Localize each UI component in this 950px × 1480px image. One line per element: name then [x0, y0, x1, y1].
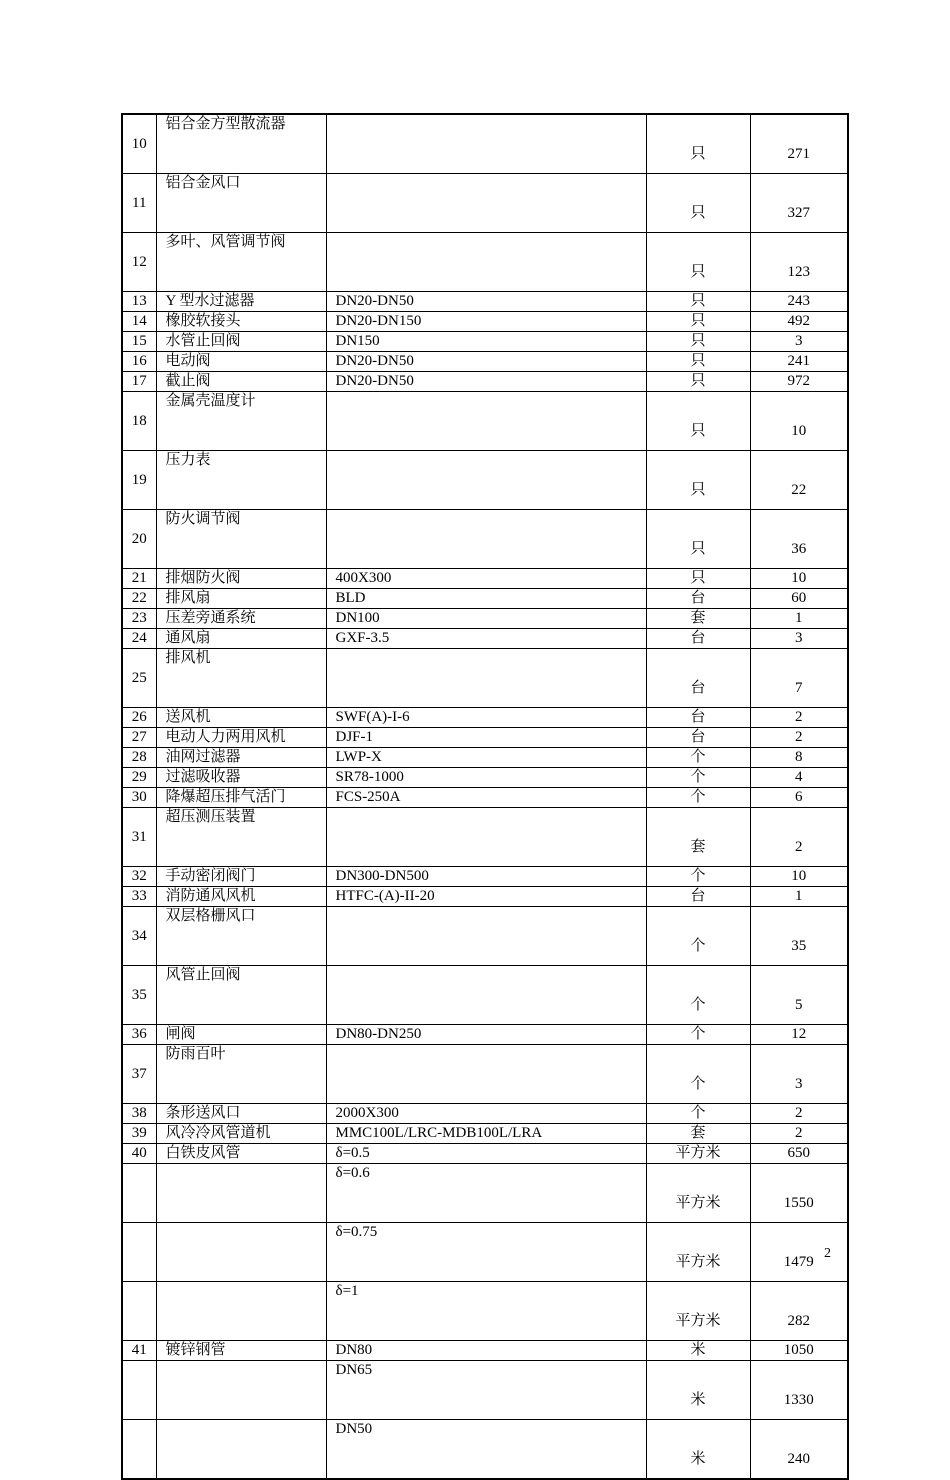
table-row	[122, 808, 848, 867]
table-row	[122, 312, 848, 332]
item-name-cell: 风管止回阀	[156, 966, 326, 1025]
table-row	[122, 233, 848, 292]
item-number-cell: 21	[122, 569, 156, 589]
spec-cell	[326, 233, 646, 292]
spec-cell: DN80	[326, 1341, 646, 1361]
item-number-cell: 13	[122, 292, 156, 312]
table-row	[122, 728, 848, 748]
table-row	[122, 1361, 848, 1420]
quantity-cell: 123	[750, 233, 848, 292]
table-row	[122, 332, 848, 352]
table-row	[122, 649, 848, 708]
page-number: 2	[824, 1246, 831, 1261]
unit-cell: 套	[646, 1124, 750, 1144]
spec-cell: DN20-DN50	[326, 372, 646, 392]
quantity-cell: 241	[750, 352, 848, 372]
item-name-cell: 防火调节阀	[156, 510, 326, 569]
item-number-cell: 11	[122, 174, 156, 233]
item-name-cell: 风冷冷风管道机	[156, 1124, 326, 1144]
unit-cell: 套	[646, 609, 750, 629]
unit-cell: 米	[646, 1361, 750, 1420]
item-number-cell: 28	[122, 748, 156, 768]
item-number-cell: 24	[122, 629, 156, 649]
quantity-cell: 35	[750, 907, 848, 966]
table-body	[122, 114, 848, 1479]
unit-cell: 个	[646, 748, 750, 768]
item-number-cell: 34	[122, 907, 156, 966]
unit-cell: 只	[646, 352, 750, 372]
table-row	[122, 451, 848, 510]
item-name-cell: 手动密闭阀门	[156, 867, 326, 887]
spec-cell	[326, 649, 646, 708]
unit-cell: 只	[646, 114, 750, 174]
quantity-cell: 650	[750, 1144, 848, 1164]
item-number-cell	[122, 1164, 156, 1223]
unit-cell: 只	[646, 312, 750, 332]
spec-cell: δ=0.5	[326, 1144, 646, 1164]
item-name-cell: 通风扇	[156, 629, 326, 649]
table-row	[122, 510, 848, 569]
spec-cell: DN50	[326, 1420, 646, 1480]
quantity-cell: 7	[750, 649, 848, 708]
quantity-cell: 5	[750, 966, 848, 1025]
spec-cell: DN300-DN500	[326, 867, 646, 887]
table-row	[122, 1124, 848, 1144]
item-number-cell: 18	[122, 392, 156, 451]
spec-cell	[326, 1045, 646, 1104]
quantity-cell: 2	[750, 808, 848, 867]
item-name-cell	[156, 1223, 326, 1282]
spec-cell: δ=0.6	[326, 1164, 646, 1223]
table-row	[122, 174, 848, 233]
item-number-cell	[122, 1282, 156, 1341]
item-name-cell: 闸阀	[156, 1025, 326, 1045]
unit-cell: 只	[646, 372, 750, 392]
item-name-cell: 排烟防火阀	[156, 569, 326, 589]
quantity-cell: 12	[750, 1025, 848, 1045]
spec-cell	[326, 907, 646, 966]
quantity-cell: 1479	[750, 1223, 848, 1282]
item-number-cell: 35	[122, 966, 156, 1025]
table-row	[122, 887, 848, 907]
item-number-cell: 20	[122, 510, 156, 569]
spec-cell: DN20-DN50	[326, 292, 646, 312]
item-number-cell: 41	[122, 1341, 156, 1361]
quantity-cell: 22	[750, 451, 848, 510]
item-name-cell: 双层格栅风口	[156, 907, 326, 966]
item-number-cell	[122, 1223, 156, 1282]
item-name-cell: 压力表	[156, 451, 326, 510]
item-name-cell	[156, 1164, 326, 1223]
quantity-cell: 972	[750, 372, 848, 392]
quantity-cell: 2	[750, 708, 848, 728]
item-name-cell: 排风机	[156, 649, 326, 708]
table-row	[122, 867, 848, 887]
quantity-cell: 271	[750, 114, 848, 174]
item-name-cell: 铝合金风口	[156, 174, 326, 233]
unit-cell: 只	[646, 451, 750, 510]
table-row	[122, 352, 848, 372]
spec-cell: DN20-DN150	[326, 312, 646, 332]
unit-cell: 个	[646, 768, 750, 788]
quantity-cell: 10	[750, 569, 848, 589]
spec-cell	[326, 114, 646, 174]
quantity-cell: 36	[750, 510, 848, 569]
quantity-cell: 3	[750, 1045, 848, 1104]
item-number-cell: 25	[122, 649, 156, 708]
item-name-cell: 镀锌钢管	[156, 1341, 326, 1361]
unit-cell: 平方米	[646, 1164, 750, 1223]
item-number-cell: 30	[122, 788, 156, 808]
item-number-cell: 33	[122, 887, 156, 907]
table-row	[122, 392, 848, 451]
item-number-cell: 16	[122, 352, 156, 372]
item-number-cell: 15	[122, 332, 156, 352]
item-number-cell	[122, 1420, 156, 1480]
item-number-cell: 32	[122, 867, 156, 887]
unit-cell: 台	[646, 589, 750, 609]
unit-cell: 个	[646, 1104, 750, 1124]
item-name-cell: 电动阀	[156, 352, 326, 372]
unit-cell: 个	[646, 966, 750, 1025]
item-name-cell: 水管止回阀	[156, 332, 326, 352]
table-row	[122, 748, 848, 768]
spec-cell: 400X300	[326, 569, 646, 589]
item-number-cell: 23	[122, 609, 156, 629]
spec-cell	[326, 174, 646, 233]
quantity-cell: 4	[750, 768, 848, 788]
unit-cell: 只	[646, 510, 750, 569]
item-name-cell: 过滤吸收器	[156, 768, 326, 788]
item-name-cell	[156, 1361, 326, 1420]
table-row	[122, 372, 848, 392]
table-row	[122, 1104, 848, 1124]
unit-cell: 平方米	[646, 1223, 750, 1282]
spec-cell: FCS-250A	[326, 788, 646, 808]
quantity-cell: 327	[750, 174, 848, 233]
unit-cell: 台	[646, 887, 750, 907]
item-number-cell: 17	[122, 372, 156, 392]
item-number-cell: 36	[122, 1025, 156, 1045]
item-name-cell	[156, 1420, 326, 1480]
unit-cell: 套	[646, 808, 750, 867]
quantity-cell: 10	[750, 392, 848, 451]
table-row	[122, 114, 848, 174]
spec-cell: DN80-DN250	[326, 1025, 646, 1045]
spec-cell: SR78-1000	[326, 768, 646, 788]
table-row	[122, 708, 848, 728]
spec-cell	[326, 966, 646, 1025]
equipment-table-container	[121, 113, 847, 1480]
quantity-cell: 1330	[750, 1361, 848, 1420]
item-number-cell: 10	[122, 114, 156, 174]
unit-cell: 个	[646, 788, 750, 808]
quantity-cell: 1550	[750, 1164, 848, 1223]
table-row	[122, 907, 848, 966]
quantity-cell: 8	[750, 748, 848, 768]
quantity-cell: 1	[750, 887, 848, 907]
unit-cell: 台	[646, 728, 750, 748]
quantity-cell: 3	[750, 332, 848, 352]
spec-cell	[326, 392, 646, 451]
spec-cell	[326, 808, 646, 867]
item-number-cell: 19	[122, 451, 156, 510]
spec-cell	[326, 510, 646, 569]
quantity-cell: 6	[750, 788, 848, 808]
quantity-cell: 2	[750, 1104, 848, 1124]
spec-cell: MMC100L/LRC-MDB100L/LRA	[326, 1124, 646, 1144]
item-name-cell: 白铁皮风管	[156, 1144, 326, 1164]
unit-cell: 只	[646, 392, 750, 451]
unit-cell: 平方米	[646, 1282, 750, 1341]
quantity-cell: 2	[750, 728, 848, 748]
quantity-cell: 2	[750, 1124, 848, 1144]
item-name-cell	[156, 1282, 326, 1341]
table-row	[122, 1223, 848, 1282]
unit-cell: 只	[646, 174, 750, 233]
unit-cell: 个	[646, 1045, 750, 1104]
item-name-cell: 排风扇	[156, 589, 326, 609]
spec-cell: 2000X300	[326, 1104, 646, 1124]
unit-cell: 台	[646, 649, 750, 708]
table-row	[122, 1282, 848, 1341]
item-name-cell: 截止阀	[156, 372, 326, 392]
unit-cell: 米	[646, 1420, 750, 1480]
quantity-cell: 10	[750, 867, 848, 887]
item-number-cell: 12	[122, 233, 156, 292]
table-row	[122, 629, 848, 649]
unit-cell: 只	[646, 233, 750, 292]
item-name-cell: 油网过滤器	[156, 748, 326, 768]
quantity-cell: 1	[750, 609, 848, 629]
unit-cell: 米	[646, 1341, 750, 1361]
item-name-cell: 橡胶软接头	[156, 312, 326, 332]
unit-cell: 台	[646, 708, 750, 728]
spec-cell: DN20-DN50	[326, 352, 646, 372]
spec-cell: δ=1	[326, 1282, 646, 1341]
item-number-cell: 29	[122, 768, 156, 788]
spec-cell: SWF(A)-I-6	[326, 708, 646, 728]
item-number-cell	[122, 1361, 156, 1420]
spec-cell: δ=0.75	[326, 1223, 646, 1282]
equipment-table	[121, 113, 849, 1480]
spec-cell: LWP-X	[326, 748, 646, 768]
spec-cell: BLD	[326, 589, 646, 609]
item-number-cell: 37	[122, 1045, 156, 1104]
quantity-cell: 3	[750, 629, 848, 649]
item-name-cell: 送风机	[156, 708, 326, 728]
item-number-cell: 22	[122, 589, 156, 609]
item-name-cell: 降爆超压排气活门	[156, 788, 326, 808]
unit-cell: 只	[646, 332, 750, 352]
spec-cell: DJF-1	[326, 728, 646, 748]
quantity-cell: 240	[750, 1420, 848, 1480]
item-name-cell: 压差旁通系统	[156, 609, 326, 629]
item-number-cell: 31	[122, 808, 156, 867]
item-name-cell: 条形送风口	[156, 1104, 326, 1124]
quantity-cell: 282	[750, 1282, 848, 1341]
item-number-cell: 38	[122, 1104, 156, 1124]
table-row	[122, 569, 848, 589]
spec-cell: DN150	[326, 332, 646, 352]
table-row	[122, 966, 848, 1025]
item-name-cell: 超压测压装置	[156, 808, 326, 867]
item-name-cell: 防雨百叶	[156, 1045, 326, 1104]
quantity-cell: 243	[750, 292, 848, 312]
unit-cell: 台	[646, 629, 750, 649]
quantity-cell: 492	[750, 312, 848, 332]
table-row	[122, 768, 848, 788]
table-row	[122, 1164, 848, 1223]
item-name-cell: 多叶、风管调节阀	[156, 233, 326, 292]
spec-cell	[326, 451, 646, 510]
item-number-cell: 14	[122, 312, 156, 332]
item-number-cell: 27	[122, 728, 156, 748]
unit-cell: 个	[646, 907, 750, 966]
quantity-cell: 1050	[750, 1341, 848, 1361]
table-row	[122, 1045, 848, 1104]
item-number-cell: 26	[122, 708, 156, 728]
table-row	[122, 788, 848, 808]
table-row	[122, 1144, 848, 1164]
item-name-cell: 电动人力两用风机	[156, 728, 326, 748]
item-number-cell: 39	[122, 1124, 156, 1144]
item-name-cell: 金属壳温度计	[156, 392, 326, 451]
unit-cell: 个	[646, 867, 750, 887]
spec-cell: DN65	[326, 1361, 646, 1420]
unit-cell: 只	[646, 569, 750, 589]
table-row	[122, 1420, 848, 1480]
item-name-cell: 铝合金方型散流器	[156, 114, 326, 174]
spec-cell: GXF-3.5	[326, 629, 646, 649]
item-name-cell: 消防通风风机	[156, 887, 326, 907]
table-row	[122, 589, 848, 609]
unit-cell: 只	[646, 292, 750, 312]
unit-cell: 平方米	[646, 1144, 750, 1164]
table-row	[122, 292, 848, 312]
spec-cell: HTFC-(A)-II-20	[326, 887, 646, 907]
spec-cell: DN100	[326, 609, 646, 629]
item-number-cell: 40	[122, 1144, 156, 1164]
item-name-cell: Y 型水过滤器	[156, 292, 326, 312]
quantity-cell: 60	[750, 589, 848, 609]
table-row	[122, 1025, 848, 1045]
unit-cell: 个	[646, 1025, 750, 1045]
table-row	[122, 609, 848, 629]
